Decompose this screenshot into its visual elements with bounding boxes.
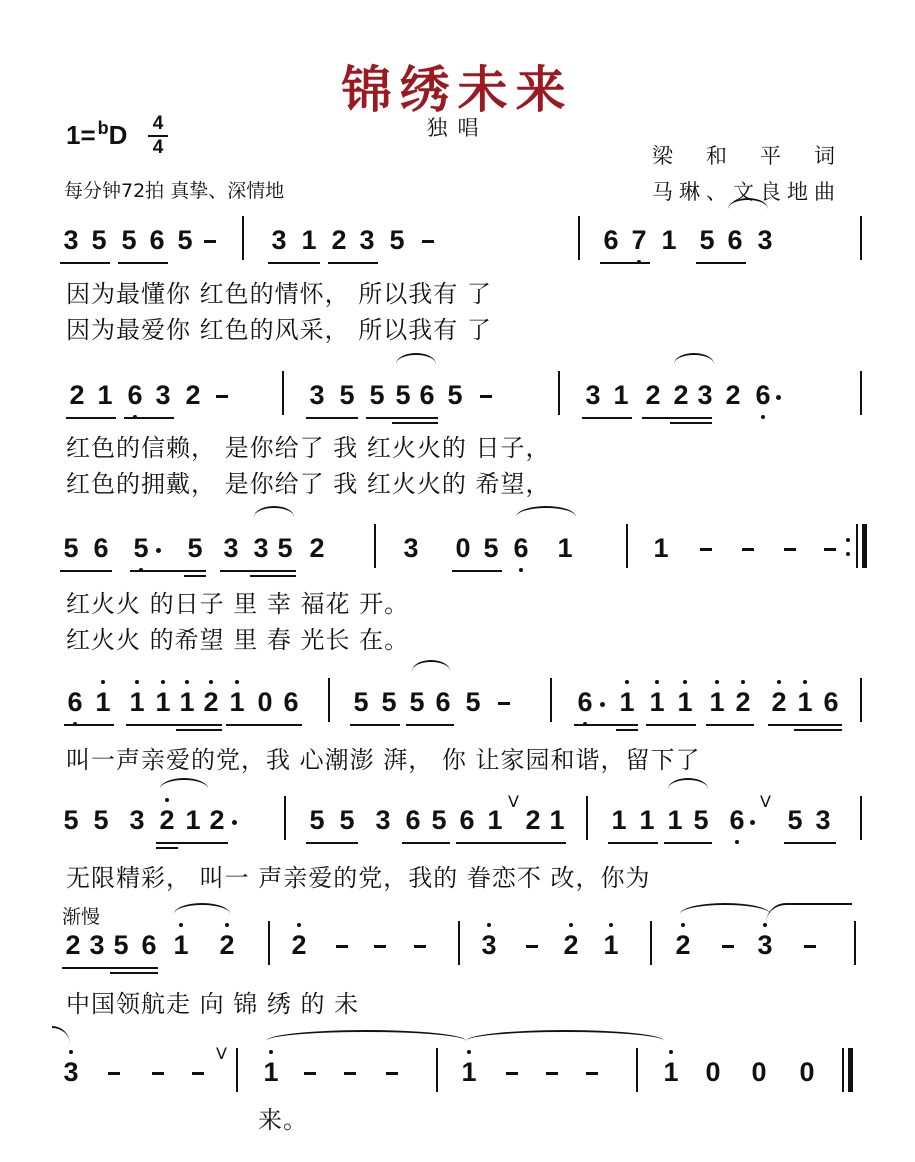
- breath-mark: V: [508, 792, 519, 811]
- jianpu-note: 6: [93, 533, 109, 563]
- jianpu-note: 6: [64, 682, 86, 722]
- jianpu-note: 1: [92, 682, 114, 722]
- slur-arc: [160, 778, 208, 800]
- tempo-marking: 每分钟72拍 真挚、深情地: [64, 180, 285, 202]
- song-title: 锦绣未来: [341, 61, 574, 119]
- slur-arc: [412, 660, 450, 682]
- jianpu-note: 6: [124, 375, 146, 415]
- jianpu-note: 0: [455, 533, 471, 563]
- jianpu-note: 1: [616, 682, 638, 722]
- beam-underline: [62, 967, 158, 969]
- augmentation-dot: [750, 820, 755, 825]
- beam-underline: [642, 417, 712, 419]
- jianpu-note: 1: [185, 805, 201, 835]
- augmentation-dot: [156, 548, 161, 553]
- beam-underline: [574, 724, 638, 726]
- beam-underline: [646, 724, 696, 726]
- beam-underline: [60, 570, 112, 572]
- duration-dash: [784, 548, 796, 551]
- slur-arc: [52, 1026, 70, 1048]
- jianpu-note: 1: [458, 1052, 480, 1092]
- lyric-line: 红色的拥戴， 是你给了 我 红火火的 希望，: [66, 470, 551, 498]
- bar-line: [558, 371, 560, 415]
- slur-arc: [668, 778, 708, 800]
- repeat-sign: [846, 538, 850, 566]
- composer-credit: 马琳、文良地曲: [652, 180, 841, 204]
- lyric-line: 因为最爱你 红色的风采， 所以我有 了: [66, 316, 492, 344]
- bar-line: [458, 921, 460, 965]
- jianpu-note: 3: [253, 533, 269, 563]
- bar-line: [236, 1048, 238, 1092]
- slur-arc: [174, 903, 230, 925]
- jianpu-note: 5: [177, 225, 193, 255]
- beam-underline: [696, 262, 746, 264]
- jianpu-note: 1: [549, 805, 565, 835]
- score-row-6: [60, 925, 860, 985]
- duration-dash: [742, 548, 754, 551]
- beam-underline: [184, 575, 206, 577]
- bar-line: [436, 1048, 438, 1092]
- duration-dash: [108, 1072, 120, 1075]
- beam-underline: [66, 417, 116, 419]
- slur-arc: [674, 353, 714, 375]
- jianpu-note: 5: [93, 805, 109, 835]
- duration-dash: [506, 1072, 518, 1075]
- jianpu-note: 5: [63, 533, 79, 563]
- beam-underline: [268, 262, 320, 264]
- lyric-line: 红火火 的日子 里 幸 福花 开。: [66, 590, 410, 618]
- duration-dash: [700, 548, 712, 551]
- jianpu-note: 1: [126, 682, 148, 722]
- beam-underline: [60, 262, 110, 264]
- jianpu-note: 1: [674, 682, 696, 722]
- jianpu-note: 3: [585, 380, 601, 410]
- jianpu-note: 5: [395, 380, 411, 410]
- bar-line: [856, 524, 858, 568]
- beam-underline: [226, 724, 302, 726]
- jianpu-note: 3: [375, 805, 391, 835]
- jianpu-note: 5: [447, 380, 463, 410]
- beam-underline: [664, 842, 712, 844]
- score-row-3: [60, 528, 860, 588]
- beam-underline: [124, 417, 174, 419]
- jianpu-note: 0: [257, 687, 273, 717]
- jianpu-note: 5: [353, 687, 369, 717]
- score-row-1: [60, 220, 860, 280]
- beam-underline: [306, 842, 358, 844]
- jianpu-note: 1: [600, 925, 622, 965]
- jianpu-note: 2: [645, 380, 661, 410]
- slur-arc: [396, 353, 436, 375]
- jianpu-note: 6: [603, 225, 619, 255]
- jianpu-note: 0: [799, 1057, 815, 1087]
- beam-underline: [600, 262, 650, 264]
- jianpu-note: 3: [309, 380, 325, 410]
- jianpu-note: 6: [459, 805, 475, 835]
- beam-underline: [220, 570, 296, 572]
- lyric-line: 中国领航走 向 锦 绣 的 未: [66, 990, 360, 1018]
- jianpu-note: 2: [525, 805, 541, 835]
- bar-line: [626, 524, 628, 568]
- duration-dash: [192, 1072, 204, 1075]
- jianpu-note: 2: [732, 682, 754, 722]
- duration-dash: [480, 395, 492, 398]
- jianpu-note: 6: [419, 380, 435, 410]
- duration-dash: [336, 945, 348, 948]
- duration-dash: [422, 240, 434, 243]
- jianpu-note: 2: [216, 925, 238, 965]
- jianpu-note: 5: [91, 225, 107, 255]
- beam-underline: [350, 724, 400, 726]
- duration-dash: [152, 1072, 164, 1075]
- jianpu-note: 5: [339, 380, 355, 410]
- beam-underline: [402, 842, 450, 844]
- jianpu-note: 2: [288, 925, 310, 965]
- slur-arc: [728, 198, 768, 220]
- jianpu-note: 5: [63, 805, 79, 835]
- bar-line: [374, 524, 376, 568]
- bar-line: [578, 216, 580, 260]
- augmentation-dot: [776, 395, 781, 400]
- breath-mark: V: [216, 1044, 227, 1063]
- breath-mark: V: [760, 792, 771, 811]
- jianpu-note: 2: [672, 925, 694, 965]
- jianpu-note: 5: [309, 805, 325, 835]
- jianpu-note: 1: [260, 1052, 282, 1092]
- beam-underline: [366, 417, 438, 419]
- beam-underline: [118, 262, 168, 264]
- jianpu-note: 5: [130, 528, 152, 568]
- beam-underline: [616, 729, 638, 731]
- jianpu-note: 1: [613, 380, 629, 410]
- jianpu-note: 3: [129, 805, 145, 835]
- jianpu-note: 1: [170, 925, 192, 965]
- time-signature: 4 4: [148, 113, 168, 159]
- jianpu-note: 1: [653, 533, 669, 563]
- bar-line: [586, 796, 588, 840]
- duration-dash: [204, 240, 216, 243]
- score-row-5: [60, 792, 860, 860]
- lyric-line: 来。: [258, 1106, 308, 1134]
- bar-line: [242, 216, 244, 260]
- beam-underline: [794, 729, 842, 731]
- jianpu-note: 3: [63, 225, 79, 255]
- jianpu-note: 1: [152, 682, 174, 722]
- duration-dash: [414, 945, 426, 948]
- jianpu-note: 3: [815, 805, 831, 835]
- jianpu-note: 5: [409, 687, 425, 717]
- jianpu-note: 2: [200, 682, 222, 722]
- jianpu-note: 5: [787, 805, 803, 835]
- beam-underline: [306, 417, 358, 419]
- jianpu-note: 1: [706, 682, 728, 722]
- jianpu-note: 5: [369, 380, 385, 410]
- score-row-4: [60, 682, 860, 742]
- jianpu-note: 3: [60, 1052, 82, 1092]
- bar-line: [860, 216, 862, 260]
- jianpu-note: 2: [673, 380, 689, 410]
- beam-underline: [452, 570, 502, 572]
- beam-underline: [110, 972, 158, 974]
- jianpu-note: 6: [510, 528, 532, 568]
- jianpu-note: 5: [277, 533, 293, 563]
- duration-dash: [386, 1072, 398, 1075]
- jianpu-note: 1: [226, 682, 248, 722]
- jianpu-note: 2: [331, 225, 347, 255]
- jianpu-note: 1: [646, 682, 668, 722]
- beam-underline: [130, 570, 206, 572]
- beam-underline: [456, 842, 566, 844]
- jianpu-note: 1: [557, 533, 573, 563]
- jianpu-note: 2: [560, 925, 582, 965]
- duration-dash: [546, 1072, 558, 1075]
- duration-dash: [526, 945, 538, 948]
- slur-arc: [466, 1030, 664, 1052]
- jianpu-note: 3: [89, 930, 105, 960]
- bar-line: [854, 921, 856, 965]
- bar-line: [860, 371, 862, 415]
- jianpu-note: 2: [209, 805, 225, 835]
- lyric-line: 叫一声亲爱的党，我 心潮澎 湃， 你 让家园和谐，留下了: [66, 746, 701, 774]
- jianpu-note: 6: [283, 687, 299, 717]
- slur-arc: [766, 903, 852, 925]
- beam-underline: [706, 724, 754, 726]
- lyric-line: 无限精彩， 叫一 声亲爱的党，我的 眷恋不 改，你为: [66, 864, 651, 892]
- beam-underline: [582, 417, 632, 419]
- jianpu-note: 2: [309, 533, 325, 563]
- jianpu-note: 5: [121, 225, 137, 255]
- jianpu-note: 2: [185, 380, 201, 410]
- jianpu-note: 6: [574, 682, 596, 722]
- duration-dash: [804, 945, 816, 948]
- jianpu-note: 3: [271, 225, 287, 255]
- duration-dash: [216, 395, 228, 398]
- bar-line: [282, 371, 284, 415]
- bar-line: [860, 678, 862, 722]
- lyric-line: 红火火 的希望 里 春 光长 在。: [66, 626, 410, 654]
- bar-line: [862, 524, 867, 568]
- key-signature: 1= $^b$D: [66, 118, 128, 150]
- duration-dash: [498, 702, 510, 705]
- jianpu-note: 5: [187, 533, 203, 563]
- jianpu-note: 6: [435, 687, 451, 717]
- bar-line: [284, 796, 286, 840]
- lyric-line: 因为最懂你 红色的情怀， 所以我有 了: [66, 280, 492, 308]
- jianpu-note: 3: [757, 225, 773, 255]
- jianpu-note: 6: [149, 225, 165, 255]
- duration-dash: [586, 1072, 598, 1075]
- jianpu-note: 1: [176, 682, 198, 722]
- jianpu-note: 1: [301, 225, 317, 255]
- bar-line: [268, 921, 270, 965]
- duration-dash: [344, 1072, 356, 1075]
- jianpu-note: 2: [65, 930, 81, 960]
- lyricist-credit: 梁和平词: [652, 144, 868, 168]
- jianpu-note: 5: [431, 805, 447, 835]
- score-row-2: [60, 375, 860, 435]
- duration-dash: [304, 1072, 316, 1075]
- beam-underline: [768, 724, 842, 726]
- jianpu-note: 1: [661, 225, 677, 255]
- jianpu-note: 0: [751, 1057, 767, 1087]
- jianpu-note: 0: [705, 1057, 721, 1087]
- beam-underline: [328, 262, 378, 264]
- ritardando-marking: 渐慢: [62, 906, 101, 928]
- jianpu-note: 5: [693, 805, 709, 835]
- jianpu-note: 6: [405, 805, 421, 835]
- score-row-7: [60, 1044, 860, 1112]
- jianpu-note: 5: [339, 805, 355, 835]
- jianpu-note: 1: [667, 805, 683, 835]
- performance-type: 独唱: [426, 116, 489, 140]
- bar-line: [328, 678, 330, 722]
- slur-arc: [680, 903, 770, 925]
- beam-underline: [176, 729, 222, 731]
- beam-underline: [126, 724, 222, 726]
- jianpu-note: 2: [69, 380, 85, 410]
- jianpu-note: 5: [381, 687, 397, 717]
- jianpu-note: 3: [754, 925, 776, 965]
- duration-dash: [722, 945, 734, 948]
- jianpu-note: 1: [639, 805, 655, 835]
- jianpu-note: 3: [155, 380, 171, 410]
- jianpu-note: 3: [359, 225, 375, 255]
- jianpu-note: 5: [113, 930, 129, 960]
- bar-line: [550, 678, 552, 722]
- jianpu-note: 1: [794, 682, 816, 722]
- bar-line: [860, 796, 862, 840]
- beam-underline: [392, 422, 438, 424]
- beam-underline: [406, 724, 454, 726]
- jianpu-note: 3: [478, 925, 500, 965]
- bar-line: [842, 1048, 844, 1092]
- jianpu-note: 1: [487, 805, 503, 835]
- jianpu-note: 1: [97, 380, 113, 410]
- bar-line: [636, 1048, 638, 1092]
- beam-underline: [670, 422, 712, 424]
- jianpu-note: 5: [389, 225, 405, 255]
- bar-line: [848, 1048, 853, 1092]
- jianpu-note: 7: [628, 220, 650, 260]
- jianpu-note: 3: [223, 533, 239, 563]
- jianpu-note: 2: [768, 682, 790, 722]
- jianpu-note: 5: [699, 225, 715, 255]
- jianpu-note: 2: [156, 800, 178, 840]
- bar-line: [650, 921, 652, 965]
- jianpu-note: 6: [727, 225, 743, 255]
- jianpu-note: 2: [725, 380, 741, 410]
- jianpu-note: 6: [752, 375, 774, 415]
- beam-underline: [156, 847, 178, 849]
- jianpu-note: 1: [660, 1052, 682, 1092]
- jianpu-note: 6: [726, 800, 748, 840]
- beam-underline: [784, 842, 836, 844]
- jianpu-note: 5: [483, 533, 499, 563]
- beam-underline: [250, 575, 296, 577]
- slur-arc: [254, 506, 294, 528]
- duration-dash: [374, 945, 386, 948]
- jianpu-note: 3: [403, 533, 419, 563]
- augmentation-dot: [232, 820, 237, 825]
- jianpu-note: 5: [465, 687, 481, 717]
- slur-arc: [516, 506, 576, 528]
- jianpu-note: 3: [697, 380, 713, 410]
- beam-underline: [64, 724, 114, 726]
- lyric-line: 红色的信赖， 是你给了 我 红火火的 日子，: [66, 434, 551, 462]
- beam-underline: [156, 842, 228, 844]
- jianpu-note: 1: [611, 805, 627, 835]
- beam-underline: [608, 842, 658, 844]
- jianpu-note: 6: [823, 687, 839, 717]
- jianpu-note: 6: [141, 930, 157, 960]
- augmentation-dot: [600, 702, 605, 707]
- duration-dash: [824, 548, 836, 551]
